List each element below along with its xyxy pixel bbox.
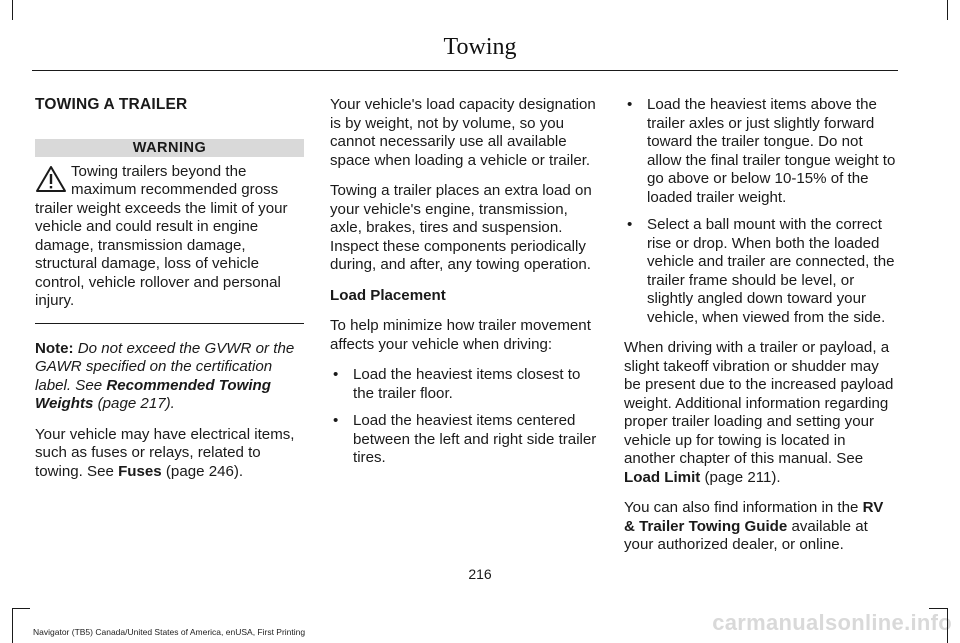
rv-trailer-towing-guide-link[interactable]: RV & Trailer Towing Guide bbox=[624, 499, 884, 535]
load-capacity-paragraph: Your vehicle's load capacity designation is by weight, not by volume, so you cannot necessarily use all available space when loading a vehicle or trailer. bbox=[330, 96, 596, 169]
fuses-paragraph bbox=[35, 426, 304, 482]
note-page-ref: (page 217). bbox=[97, 395, 175, 412]
list-item bbox=[624, 216, 896, 327]
extra-load-paragraph: Towing a trailer places an extra load on your vehicle's engine, transmission, axle, brakes, tires and suspension. Inspect these components periodically during, and after, any towing operation. bbox=[330, 182, 592, 273]
fuses-text: Your vehicle may have electrical items, such as fuses or relays, related to towing. See bbox=[35, 425, 295, 480]
towing-guide-paragraph bbox=[624, 499, 896, 555]
load-placement-heading: Load Placement bbox=[330, 286, 446, 304]
note-text: Do not exceed the GVWR or the GAWR specified on the certification label. See bbox=[35, 339, 295, 394]
column-1 bbox=[35, 96, 304, 493]
crop-mark-bottom-right-h bbox=[929, 608, 947, 609]
fuses-page-ref: (page 246). bbox=[165, 462, 244, 480]
bullet-icon: • bbox=[333, 412, 339, 429]
list-item-text: Load the heaviest items closest to the trailer floor. bbox=[353, 366, 581, 402]
section-title: TOWING A TRAILER bbox=[35, 96, 188, 113]
load-placement-list-continued bbox=[624, 96, 896, 327]
list-item-text: Load the heaviest items centered between the left and right side trailer tires. bbox=[353, 412, 597, 466]
warning-triangle-icon bbox=[35, 165, 67, 193]
bullet-icon: • bbox=[627, 96, 633, 113]
load-placement-intro: To help minimize how trailer movement affects your vehicle when driving: bbox=[330, 317, 591, 353]
footer-text: Navigator (TB5) Canada/United States of America, enUSA, First Printing bbox=[33, 627, 306, 637]
load-limit-page-ref: (page 211). bbox=[704, 468, 781, 486]
crop-mark-bottom-left bbox=[12, 608, 13, 643]
page-title: Towing bbox=[443, 34, 517, 60]
bullet-icon: • bbox=[333, 366, 339, 383]
load-placement-list bbox=[330, 366, 602, 468]
list-item bbox=[330, 366, 602, 403]
warning-label: WARNING bbox=[35, 139, 304, 157]
payload-vibration-paragraph bbox=[624, 339, 896, 487]
list-item bbox=[624, 96, 896, 207]
page-number: 216 bbox=[468, 566, 492, 582]
warning-divider bbox=[35, 323, 304, 324]
bullet-icon: • bbox=[627, 216, 633, 233]
list-item-text: Load the heaviest items above the trailer axles or just slightly forward toward the trailer tongue. Do not allow the final trailer tongue weight to go above or below 10-15% of the loaded trailer weight. bbox=[647, 96, 896, 206]
recommended-towing-weights-link[interactable]: Recommended Towing Weights bbox=[35, 376, 271, 412]
warning-text: Towing trailers beyond the maximum recommended gross trailer weight exceeds the limit of your vehicle and could result in engine damage, transmission damage, structural damage, loss of vehicle control, vehicle rollover and personal injury. bbox=[35, 162, 288, 309]
towing-guide-tail: available at your authorized dealer, or online. bbox=[624, 517, 868, 553]
towing-guide-text: You can also find information in the bbox=[624, 499, 859, 516]
list-item bbox=[330, 412, 602, 468]
note-paragraph bbox=[35, 340, 304, 414]
crop-mark-top-left bbox=[12, 0, 13, 20]
crop-mark-bottom-left-h bbox=[12, 608, 30, 609]
list-item-text: Select a ball mount with the correct rise or drop. When both the loaded vehicle and trailer are connected, the trailer frame should be level, or slightly angled down toward your vehicle, when viewed from the side. bbox=[647, 216, 895, 326]
warning-box bbox=[35, 163, 304, 311]
header-divider bbox=[32, 70, 898, 71]
watermark: carmanualsonline.info bbox=[712, 610, 952, 635]
crop-mark-top-right bbox=[947, 0, 948, 20]
column-2 bbox=[330, 96, 602, 480]
column-3 bbox=[624, 96, 896, 567]
payload-text: When driving with a trailer or payload, a slight takeoff vibration or shudder may be present due to the increased payload weight. Additional information regarding proper trailer loading and setting your vehicle up for towing is located in another chapter of this manual. See bbox=[624, 339, 894, 467]
crop-mark-bottom-right bbox=[947, 608, 948, 643]
fuses-link[interactable]: Fuses bbox=[118, 462, 162, 480]
load-limit-link[interactable]: Load Limit bbox=[624, 468, 701, 486]
note-label: Note: bbox=[35, 339, 74, 357]
